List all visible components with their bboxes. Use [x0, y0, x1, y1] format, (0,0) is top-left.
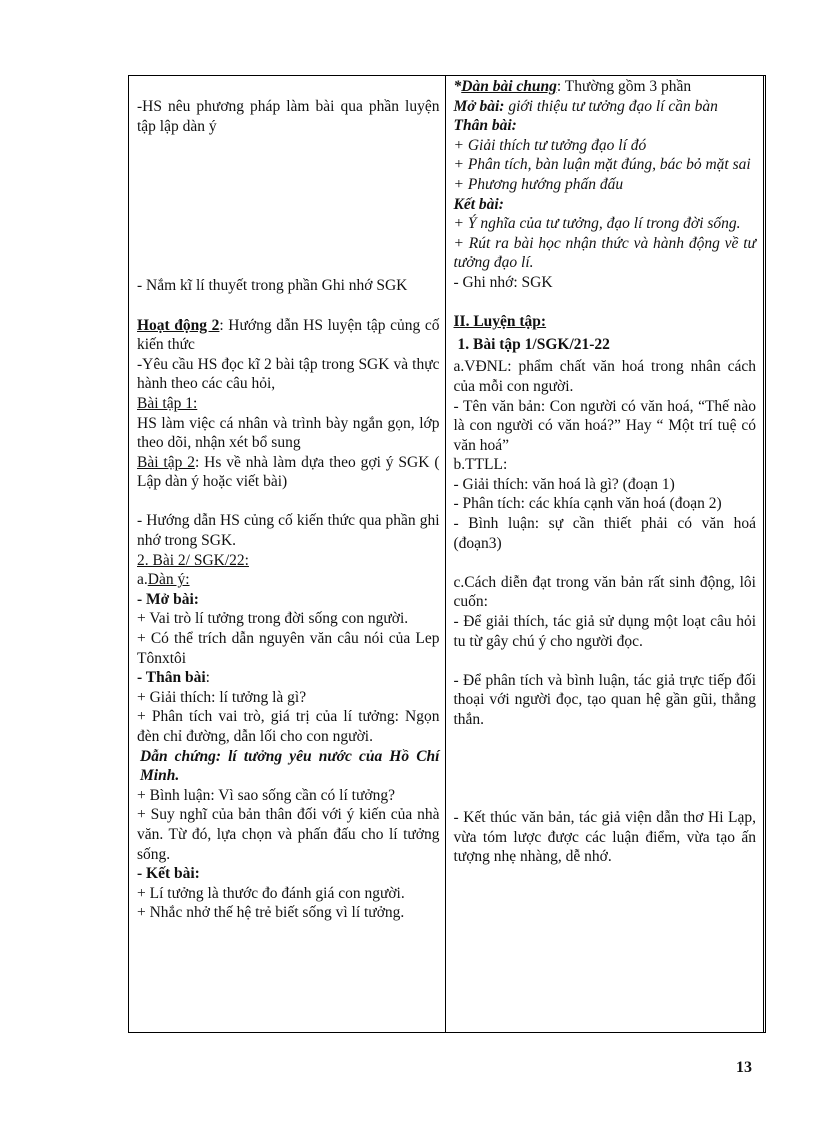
intro-text: -HS nêu phương pháp làm bài qua phần luyện tập lập dàn ý: [137, 98, 440, 135]
guide-text: - Hướng dẫn HS củng cố kiến thức qua phần ghi nhớ trong SGK.: [137, 512, 440, 550]
expression-2: - Để phân tích và bình luận, tác giả trực tiếp đối thoại với người đọc, tạo quan hệ gần gũi, thẳng thắn.: [453, 671, 756, 728]
conclusion-point-2: + Nhắc nhở thế hệ trẻ biết sống vì lí tưởng.: [137, 904, 405, 922]
intro-point-1: + Vai trò lí tưởng trong đời sống con người.: [137, 610, 409, 628]
page-number: 13: [736, 1059, 752, 1076]
expression-1: - Để giải thích, tác giả sử dụng một loạt câu hỏi tu từ gây chú ý cho người đọc.: [453, 613, 756, 650]
general-outline-heading: *Dàn bài chung: Thường gồm 3 phần: [453, 78, 692, 95]
exercise-1-heading: 1. Bài tập 1/SGK/21-22: [457, 335, 610, 353]
general-conclusion-2: + Rút ra bài học nhận thức và hành động về tư tưởng đạo lí.: [453, 234, 756, 272]
general-body-label: Thân bài:: [453, 117, 517, 135]
require-text: -Yêu cầu HS đọc kĩ 2 bài tập trong SGK và thực hành theo các câu hỏi,: [137, 355, 440, 393]
issue-text: a.VĐNL: phẩm chất văn hoá trong nhân cách của mỗi con người.: [453, 358, 756, 395]
exercise-2-heading: 2. Bài 2/ SGK/22:: [137, 551, 249, 569]
memo-text: - Nắm kĩ lí thuyết trong phần Ghi nhớ SGK: [137, 277, 408, 295]
argument-1: - Giải thích: văn hoá là gì? (đoạn 1): [453, 475, 675, 493]
body-point-4: + Suy nghĩ của bản thân đối với ý kiến của nhà văn. Từ đó, lựa chọn và phấn đấu cho lí tưởng sống.: [137, 806, 440, 863]
general-conclusion-label: Kết bài:: [453, 195, 504, 213]
general-body-2: + Phân tích, bàn luận mặt đúng, bác bỏ mặt sai: [453, 156, 751, 174]
expression-3: - Kết thúc văn bản, tác giả viện dẫn thơ Hi Lạp, vừa tóm lược được các luận điểm, vừa tạo ấn tượng nhẹ nhàng, dễ nhớ.: [453, 808, 756, 866]
activity-2-text: : Hướng dẫn HS luyện tập củng cố kiến thức: [137, 316, 440, 354]
outline-heading: a.Dàn ý:: [137, 571, 190, 589]
exercise-1-label: Bài tập 1:: [137, 394, 198, 412]
exercise-2: [137, 453, 440, 492]
body-point-2: + Phân tích vai trò, giá trị của lí tưởng: Ngọn đèn chỉ đường, dẫn lối cho con người.: [137, 708, 440, 745]
general-body-3: + Phương hướng phấn đấu: [453, 175, 624, 193]
expression-heading: c.Cách diễn đạt trong văn bản rất sinh động, lôi cuốn:: [453, 573, 756, 611]
activity-column: [129, 76, 446, 1032]
argument-3: - Bình luận: sự cần thiết phải có văn hoá (đoạn3): [453, 515, 756, 552]
activity-2: [137, 316, 440, 355]
body-evidence: Dẫn chứng: lí tưởng yêu nước của Hồ Chí Minh.: [140, 747, 440, 785]
body-point-3: + Bình luận: Vì sao sống cần có lí tưởng?: [137, 786, 395, 804]
content-column: [446, 76, 765, 1032]
practice-heading: II. Luyện tập:: [453, 313, 547, 331]
general-conclusion-1: + Ý nghĩa của tư tưởng, đạo lí trong đời sống.: [453, 215, 741, 233]
argument-2: - Phân tích: các khía cạnh văn hoá (đoạn 2): [453, 495, 722, 513]
conclusion-point-1: + Lí tưởng là thước đo đánh giá con người.: [137, 884, 405, 902]
general-intro: Mở bài: giới thiệu tư tưởng đạo lí cần bàn: [453, 97, 718, 115]
text-title: - Tên văn bản: Con người có văn hoá, “Thế nào là con người có văn hoá?” Hay “ Một trí tuệ có văn hoá”: [453, 397, 756, 454]
lesson-table: [128, 75, 766, 1033]
body-point-1: + Giải thích: lí tưởng là gì?: [137, 688, 307, 706]
activity-2-label: Hoạt động 2: [137, 316, 220, 334]
exercise-1-text: HS làm việc cá nhân và trình bày ngắn gọn, lớp theo dõi, nhận xét bổ sung: [137, 414, 440, 452]
intro-point-2: + Có thể trích dẫn nguyên văn câu nói của Lep Tônxtôi: [137, 630, 440, 667]
body-part-label: - Thân bài:: [137, 669, 210, 687]
exercise-2-label: Bài tập 2: [137, 453, 195, 471]
argument-system-label: b.TTLL:: [453, 456, 508, 474]
general-body-1: + Giải thích tư tưởng đạo lí đó: [453, 136, 647, 154]
conclusion-part-label: - Kết bài:: [137, 865, 200, 883]
intro-part-label: - Mở bài:: [137, 590, 199, 608]
exercise-2-text: : Hs về nhà làm dựa theo gợi ý SGK ( Lập dàn ý hoặc viết bài): [137, 453, 440, 491]
memo-ref: - Ghi nhớ: SGK: [453, 273, 553, 291]
